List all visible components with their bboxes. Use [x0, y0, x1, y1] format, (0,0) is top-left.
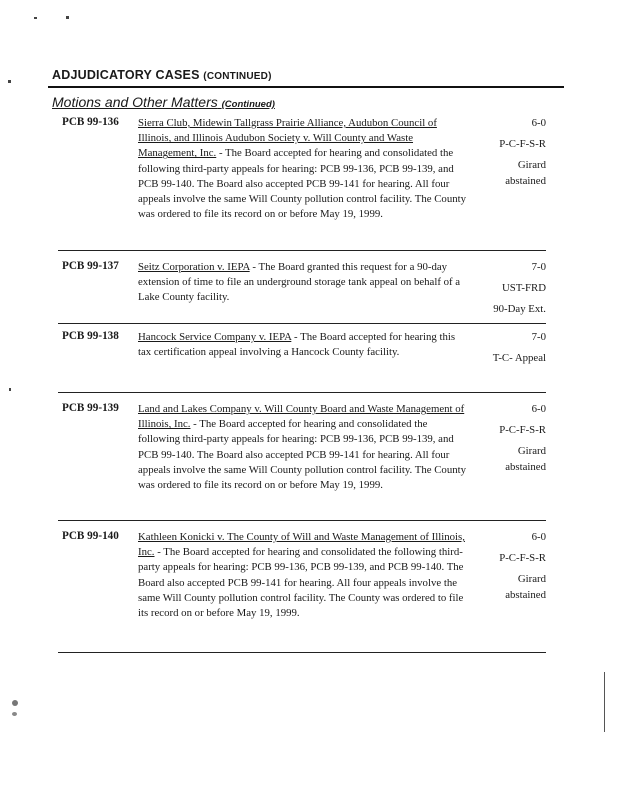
scan-mark: [12, 700, 18, 706]
case-description: - The Board accepted for hearing and consolidated the following third-party appeals for hearing: PCB 99-136, PCB 99-139, and PCB 99-140. The Board also accepted PCB 99-141 for hearing. All four appeals involve the same Will County pollution control facility. The County was ordered to file its record on or before May 19, 1999.: [138, 147, 467, 221]
case-category: T-C- Appeal: [492, 352, 546, 365]
abstention-name: Girard: [517, 445, 546, 458]
case-category: P-C-F-S-R: [499, 138, 546, 151]
case-title: Land and Lakes Company v. Will County Board and Waste Management of Illinois, Inc.: [138, 403, 465, 431]
case-divider: [58, 520, 546, 521]
scan-mark: [9, 388, 11, 391]
case-title: Sierra Club, Midewin Tallgrass Prairie Alliance, Audubon Council of Illinois, and Illinois Audubon Society v. Will County and Waste Management, Inc.: [138, 117, 437, 160]
header-divider: [48, 86, 564, 88]
scan-mark: [604, 672, 605, 732]
case-category: P-C-F-S-R: [499, 552, 546, 565]
subsection-title-main: Motions and Other Matters: [52, 94, 218, 110]
subsection-title-sub: (Continued): [221, 99, 275, 110]
case-divider: [58, 392, 546, 393]
vote-count: 6-0: [531, 117, 546, 129]
case-text: [138, 116, 468, 222]
case-text: [138, 530, 468, 621]
abstention-name: Girard: [517, 159, 546, 172]
case-category: UST-FRD: [501, 282, 546, 295]
vote-count: 6-0: [531, 403, 546, 415]
abstention-label: abstained: [505, 588, 546, 601]
section-title-sub: (CONTINUED): [203, 71, 272, 82]
case-text: [138, 402, 468, 493]
case-title: Seitz Corporation v. IEPA: [138, 261, 250, 273]
case-divider: [58, 323, 546, 324]
case-number: PCB 99-138: [62, 330, 119, 342]
vote-count: 6-0: [531, 531, 546, 543]
vote-block: [456, 402, 546, 475]
scan-mark: [66, 16, 69, 19]
abstention-label: abstained: [505, 460, 546, 473]
scan-mark: [34, 17, 37, 19]
vote-count: 7-0: [531, 331, 546, 343]
vote-block: [456, 260, 546, 318]
case-category: P-C-F-S-R: [499, 424, 546, 437]
case-text: [138, 260, 468, 306]
case-description: - The Board granted this request for a 90-day extension of time to file an underground storage tank appeal on behalf of a Lake County facility.: [138, 261, 461, 304]
case-title: Hancock Service Company v. IEPA: [138, 331, 292, 343]
case-title: Kathleen Konicki v. The County of Will and Waste Management of Illinois, Inc.: [138, 531, 465, 559]
case-description: - The Board accepted for hearing this tax certification appeal involving a Hancock County facility.: [138, 331, 456, 359]
case-number: PCB 99-137: [62, 260, 119, 272]
vote-count: 7-0: [531, 261, 546, 273]
section-title-main: ADJUDICATORY CASES: [52, 68, 200, 82]
case-divider: [58, 250, 546, 251]
abstention-name: Girard: [517, 573, 546, 586]
case-description: - The Board accepted for hearing and consolidated the following third-party appeals for hearing: PCB 99-136, PCB 99-139, and PCB 99-140. The Board also accepted PCB 99-141 for hearing. All four appeals involve the same Will County pollution control facility. The County was ordered to file its record on or before May 19, 1999.: [138, 546, 464, 620]
case-number: PCB 99-139: [62, 402, 119, 414]
vote-block: [456, 330, 546, 372]
case-number: PCB 99-140: [62, 530, 119, 542]
vote-block: [456, 530, 546, 603]
case-number: PCB 99-136: [62, 116, 119, 128]
subsection-title: [52, 94, 275, 110]
case-divider: [58, 652, 546, 653]
scan-mark: [12, 712, 17, 716]
case-text: [138, 330, 468, 360]
scan-mark: [8, 80, 11, 83]
section-title: [52, 68, 272, 82]
case-description: - The Board accepted for hearing and consolidated the following third-party appeals for hearing: PCB 99-136, PCB 99-139, and PCB 99-140. The Board also accepted PCB 99-141 for hearing. All four appeals involve the same Will County pollution control facility. The County was ordered to file its record on or before May 19, 1999.: [138, 418, 467, 492]
vote-block: [456, 116, 546, 189]
extension-note: 90-Day Ext.: [493, 303, 546, 316]
abstention-label: abstained: [505, 174, 546, 187]
